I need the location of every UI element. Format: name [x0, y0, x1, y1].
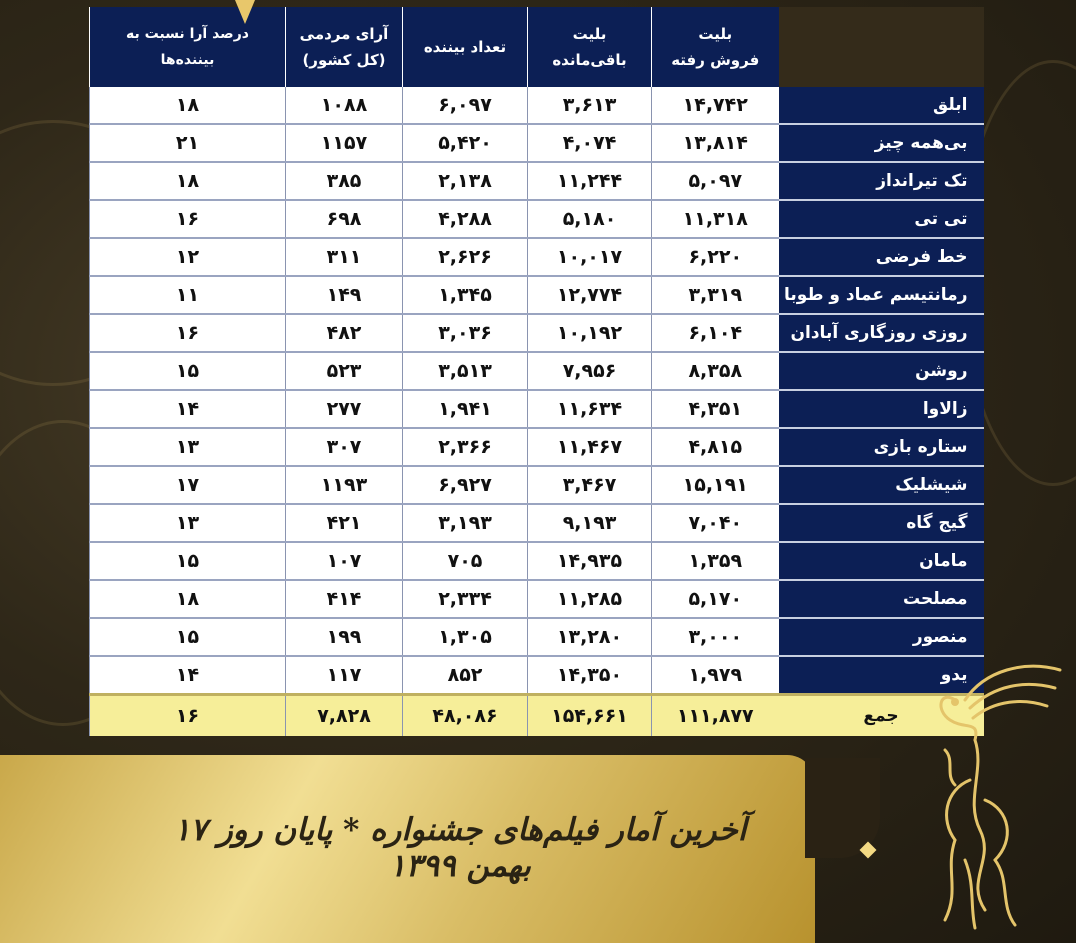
film-name-cell: ستاره بازی	[779, 428, 984, 466]
film-name-cell: روزی روزگاری آبادان	[779, 314, 984, 352]
remaining-cell: ۱۲,۷۷۴	[528, 276, 652, 314]
table-row	[90, 87, 984, 124]
percent-cell: ۱۳	[90, 428, 286, 466]
percent-cell: ۱۵	[90, 618, 286, 656]
film-name-cell: جمع	[779, 695, 984, 737]
percent-cell: ۱۶	[90, 200, 286, 238]
sold-cell: ۶,۱۰۴	[652, 314, 779, 352]
percent-cell: ۱۱	[90, 276, 286, 314]
viewers-cell: ۱,۳۰۵	[403, 618, 528, 656]
viewers-cell: ۶,۹۲۷	[403, 466, 528, 504]
festival-stats-table	[89, 7, 984, 736]
table-row	[90, 162, 984, 200]
viewers-cell: ۲,۳۶۶	[403, 428, 528, 466]
film-name-cell: گیج گاه	[779, 504, 984, 542]
remaining-cell: ۷,۹۵۶	[528, 352, 652, 390]
percent-cell: ۱۶	[90, 695, 286, 737]
table-row	[90, 124, 984, 162]
table-row	[90, 656, 984, 695]
sold-cell: ۴,۸۱۵	[652, 428, 779, 466]
table-row	[90, 238, 984, 276]
film-name-cell: رمانتیسم عماد و طوبا	[779, 276, 984, 314]
film-name-cell: ابلق	[779, 87, 984, 124]
votes-cell: ۱۱۹۳	[286, 466, 403, 504]
sold-cell: ۵,۱۷۰	[652, 580, 779, 618]
remaining-cell: ۱۰,۱۹۲	[528, 314, 652, 352]
viewers-cell: ۲,۳۳۴	[403, 580, 528, 618]
votes-cell: ۱۰۷	[286, 542, 403, 580]
viewers-cell: ۸۵۲	[403, 656, 528, 695]
table-row	[90, 352, 984, 390]
header-viewers: تعداد بیننده	[403, 7, 528, 87]
phoenix-logo-icon	[925, 660, 1065, 930]
remaining-cell: ۵,۱۸۰	[528, 200, 652, 238]
sold-cell: ۶,۲۲۰	[652, 238, 779, 276]
film-name-cell: شیشلیک	[779, 466, 984, 504]
remaining-cell: ۹,۱۹۳	[528, 504, 652, 542]
film-name-cell: خط فرضی	[779, 238, 984, 276]
table-row	[90, 390, 984, 428]
sold-cell: ۱,۳۵۹	[652, 542, 779, 580]
header-row	[90, 7, 984, 87]
sold-cell: ۵,۰۹۷	[652, 162, 779, 200]
remaining-cell: ۳,۶۱۳	[528, 87, 652, 124]
sold-cell: ۱۱۱,۸۷۷	[652, 695, 779, 737]
remaining-cell: ۱۵۴,۶۶۱	[528, 695, 652, 737]
remaining-cell: ۱۱,۲۸۵	[528, 580, 652, 618]
votes-cell: ۲۷۷	[286, 390, 403, 428]
percent-cell: ۱۵	[90, 542, 286, 580]
votes-cell: ۶۹۸	[286, 200, 403, 238]
percent-cell: ۱۴	[90, 390, 286, 428]
viewers-cell: ۲,۱۳۸	[403, 162, 528, 200]
remaining-cell: ۱۱,۶۳۴	[528, 390, 652, 428]
table-row	[90, 580, 984, 618]
film-name-cell: بی‌همه چیز	[779, 124, 984, 162]
votes-cell: ۱۱۷	[286, 656, 403, 695]
viewers-cell: ۱,۳۴۵	[403, 276, 528, 314]
sold-cell: ۸,۳۵۸	[652, 352, 779, 390]
percent-cell: ۲۱	[90, 124, 286, 162]
percent-cell: ۱۷	[90, 466, 286, 504]
sold-cell: ۷,۰۴۰	[652, 504, 779, 542]
remaining-cell: ۱۳,۲۸۰	[528, 618, 652, 656]
votes-cell: ۷,۸۲۸	[286, 695, 403, 737]
votes-cell: ۴۲۱	[286, 504, 403, 542]
votes-cell: ۳۸۵	[286, 162, 403, 200]
viewers-cell: ۲,۶۲۶	[403, 238, 528, 276]
header-percent: درصد آرا نسبت به بیننده‌ها	[90, 7, 286, 87]
header-sold: بلیت فروش رفته	[652, 7, 779, 87]
sold-cell: ۳,۳۱۹	[652, 276, 779, 314]
sold-cell: ۱۴,۷۴۲	[652, 87, 779, 124]
banner-title: آخرین آمار فیلم‌های جشنواره * پایان روز ۱۷ بهمن ۱۳۹۹	[173, 812, 747, 884]
table-row	[90, 542, 984, 580]
header-corner	[779, 7, 984, 87]
film-name-cell: مامان	[779, 542, 984, 580]
votes-cell: ۴۱۴	[286, 580, 403, 618]
percent-cell: ۱۵	[90, 352, 286, 390]
votes-cell: ۱۱۵۷	[286, 124, 403, 162]
film-name-cell: زالاوا	[779, 390, 984, 428]
viewers-cell: ۷۰۵	[403, 542, 528, 580]
table-row	[90, 428, 984, 466]
viewers-cell: ۶,۰۹۷	[403, 87, 528, 124]
sold-cell: ۱۱,۳۱۸	[652, 200, 779, 238]
percent-cell: ۱۶	[90, 314, 286, 352]
remaining-cell: ۱۱,۴۶۷	[528, 428, 652, 466]
header-votes: آرای مردمی (کل کشور)	[286, 7, 403, 87]
film-name-cell: روشن	[779, 352, 984, 390]
percent-cell: ۱۸	[90, 580, 286, 618]
film-name-cell: یدو	[779, 656, 984, 695]
viewers-cell: ۳,۵۱۳	[403, 352, 528, 390]
votes-cell: ۴۸۲	[286, 314, 403, 352]
table-row	[90, 466, 984, 504]
percent-cell: ۱۸	[90, 87, 286, 124]
percent-cell: ۱۴	[90, 656, 286, 695]
viewers-cell: ۵,۴۲۰	[403, 124, 528, 162]
votes-cell: ۳۰۷	[286, 428, 403, 466]
sold-cell: ۱۳,۸۱۴	[652, 124, 779, 162]
sold-cell: ۴,۳۵۱	[652, 390, 779, 428]
remaining-cell: ۱۴,۳۵۰	[528, 656, 652, 695]
viewers-cell: ۴,۲۸۸	[403, 200, 528, 238]
viewers-cell: ۱,۹۴۱	[403, 390, 528, 428]
film-name-cell: تک تیرانداز	[779, 162, 984, 200]
percent-cell: ۱۲	[90, 238, 286, 276]
table-row	[90, 200, 984, 238]
sold-cell: ۳,۰۰۰	[652, 618, 779, 656]
viewers-cell: ۳,۱۹۳	[403, 504, 528, 542]
film-name-cell: مصلحت	[779, 580, 984, 618]
header-remaining: بلیت باقی‌مانده	[528, 7, 652, 87]
table-row	[90, 276, 984, 314]
table-row	[90, 314, 984, 352]
votes-cell: ۳۱۱	[286, 238, 403, 276]
votes-cell: ۱۴۹	[286, 276, 403, 314]
percent-cell: ۱۳	[90, 504, 286, 542]
remaining-cell: ۳,۴۶۷	[528, 466, 652, 504]
votes-cell: ۵۲۳	[286, 352, 403, 390]
remaining-cell: ۱۰,۰۱۷	[528, 238, 652, 276]
votes-cell: ۱۹۹	[286, 618, 403, 656]
sold-cell: ۱,۹۷۹	[652, 656, 779, 695]
table-row	[90, 504, 984, 542]
viewers-cell: ۴۸,۰۸۶	[403, 695, 528, 737]
sold-cell: ۱۵,۱۹۱	[652, 466, 779, 504]
viewers-cell: ۳,۰۳۶	[403, 314, 528, 352]
table-row	[90, 618, 984, 656]
percent-cell: ۱۸	[90, 162, 286, 200]
film-name-cell: منصور	[779, 618, 984, 656]
remaining-cell: ۴,۰۷۴	[528, 124, 652, 162]
film-name-cell: تی تی	[779, 200, 984, 238]
remaining-cell: ۱۴,۹۳۵	[528, 542, 652, 580]
votes-cell: ۱۰۸۸	[286, 87, 403, 124]
remaining-cell: ۱۱,۲۴۴	[528, 162, 652, 200]
total-row	[90, 695, 984, 737]
